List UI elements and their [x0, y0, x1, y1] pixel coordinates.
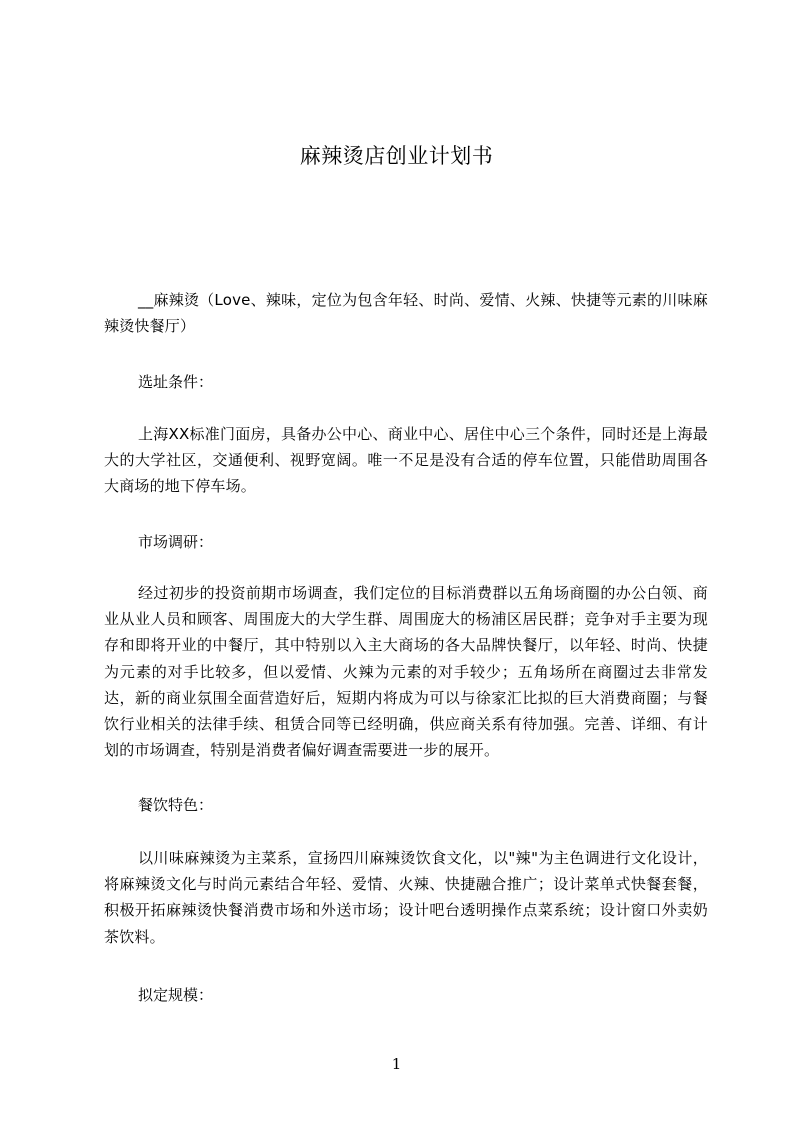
section-body-market: 经过初步的投资前期市场调查，我们定位的目标消费群以五角场商圈的办公白领、商业从业人员和顾客、周围庞大的大学生群、周围庞大的杨浦区居民群；竞争对手主要为现存和即将开业的中餐厅，其中特别以入主大商场的各大品牌快餐厅，以年轻、时尚、快捷为元素的对手比较多，但以爱情、火辣为元素的对手较少；五角场所在商圈过去非常发达，新的商业氛围全面营造好后，短期内将成为可以与徐家汇比拟的巨大消费商圈；与餐饮行业相关的法律手续、租赁合同等已经明确，供应商关系有待加强。完善、详细、有计划的市场调查，特别是消费者偏好调查需要进一步的展开。: [104, 584, 708, 760]
section-heading-features: 餐饮特色：: [138, 796, 214, 814]
page-number: 1: [391, 1055, 402, 1073]
section-body-site: 上海XX标准门面房，具备办公中心、商业中心、居住中心三个条件，同时还是上海最大的大学社区，交通便利、视野宽阔。唯一不足是没有合适的停车位置，只能借助周围各大商场的地下停车场。: [104, 425, 708, 496]
section-heading-site: 选址条件：: [138, 373, 214, 391]
section-body-features: 以川味麻辣烫为主菜系，宣扬四川麻辣烫饮食文化，以"辣"为主色调进行文化设计，将麻辣烫文化与时尚元素结合年轻、爱情、火辣、快捷融合推广；设计菜单式快餐套餐，积极开拓麻辣烫快餐消费市场和外送市场；设计吧台透明操作点菜系统；设计窗口外卖奶茶饮料。: [104, 849, 708, 946]
page-title: 麻辣烫店创业计划书: [299, 144, 494, 168]
intro-paragraph: __麻辣烫（Love、辣味，定位为包含年轻、时尚、爱情、火辣、快捷等元素的川味麻辣烫快餐厅）: [104, 291, 708, 336]
section-heading-market: 市场调研：: [138, 533, 214, 551]
section-heading-scale: 拟定规模：: [138, 986, 214, 1004]
